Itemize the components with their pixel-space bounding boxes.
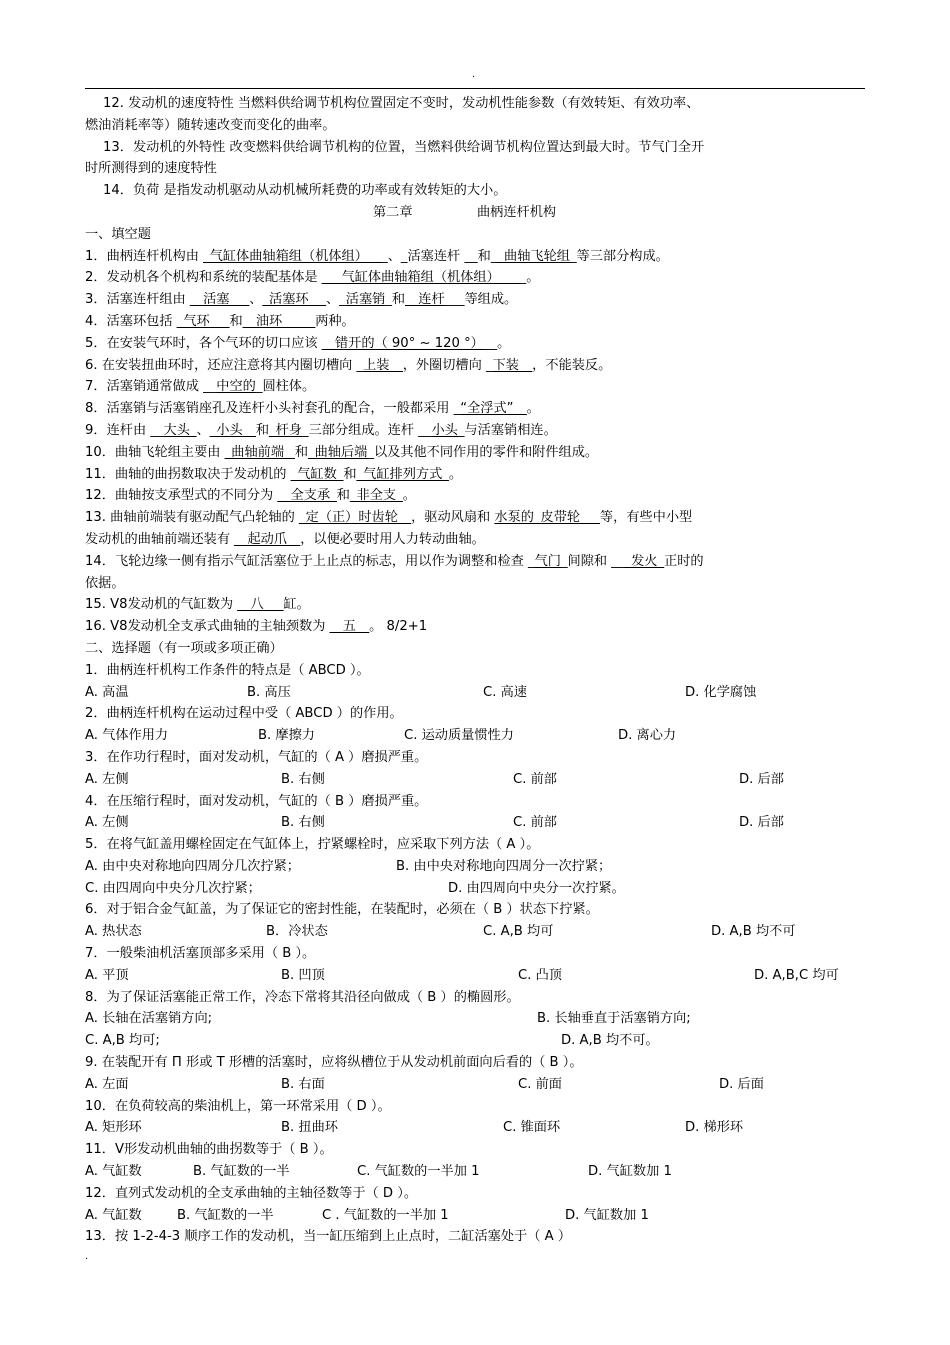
choice-option: B. 凹顶 <box>281 967 325 983</box>
fill-answer: _气缸数_ <box>290 466 344 482</box>
fill-text: _。 <box>519 270 540 286</box>
choice-option: B．冷状态 <box>266 924 328 940</box>
fill-text: 13. 曲轴前端装有驱动配气凸轮轴的 <box>85 510 299 526</box>
choice-option: C. 前部 <box>513 771 557 787</box>
fill-question <box>85 355 875 377</box>
choice-option: B. 右侧 <box>281 771 325 787</box>
fill-question <box>85 267 875 289</box>
fill-answer: 小头 <box>431 422 458 438</box>
choice-options <box>85 682 875 704</box>
choice-option: B. 摩擦力 <box>258 728 315 744</box>
choice-option: D. 气缸数加 1 <box>565 1207 649 1223</box>
fill-text: 。 8/2+1 <box>369 619 428 635</box>
choice-option: C. 由四周向中央分几次拧紧； <box>85 880 261 896</box>
choice-option: D. 后部 <box>739 815 784 831</box>
fill-answer: __活塞___ <box>189 292 250 308</box>
choice-option: A. 平顶 <box>85 967 129 983</box>
choice-question: 11．V形发动机曲轴的曲拐数等于（ B ）。 <box>85 1142 333 1158</box>
fill-text: __。 <box>483 335 511 351</box>
choice-question: 8．为了保证活塞能正常工作，冷态下常将其沿径向做成（ B ）的椭圆形。 <box>85 989 520 1005</box>
fill-text: 等，有些中小型 <box>599 510 693 526</box>
fill-answer: 水泵的_皮带轮___ <box>494 510 600 526</box>
fill-text: 8．活塞销与活塞销座孔及连杆小头衬套孔的配合，一般都采用 _ <box>85 401 461 417</box>
fill-answer: __连杆 <box>405 292 445 308</box>
fill-in-list <box>85 246 875 638</box>
choice-options <box>85 921 875 943</box>
fill-text: 12．曲轴按支承型式的不同分为 <box>85 488 278 504</box>
fill-text: 依据。 <box>85 575 125 591</box>
fill-question <box>85 551 875 573</box>
choice-option: C. 气缸数的一半加 1 <box>357 1164 480 1180</box>
chapter-name: 曲柄连杆机构 <box>477 204 557 220</box>
choice-option: B. 高压 <box>247 684 291 700</box>
choice-option: C. A,B 均可; <box>85 1033 160 1049</box>
choice-options <box>85 965 875 987</box>
fill-section-heading: 一、填空题 <box>85 226 151 242</box>
fill-text: 发动机的曲轴前端还装有 <box>85 531 235 547</box>
choice-option: C. 高速 <box>483 684 527 700</box>
choice-option: A. 热状态 <box>85 924 142 940</box>
choice-option: C . 气缸数的一半加 1 <box>322 1207 449 1223</box>
fill-answer: _气缸排列方式_ <box>356 466 449 482</box>
fill-text: 10．曲轴飞轮组主要由 <box>85 444 225 460</box>
choice-option: D. 化学腐蚀 <box>685 684 757 700</box>
fill-text: 和 <box>343 466 357 482</box>
footer-dot: . <box>85 1251 89 1262</box>
fill-text: 和 <box>294 444 308 460</box>
document-body <box>85 93 875 1248</box>
choice-question: 4．在压缩行程时，面对发动机，气缸的（ B ）磨损严重。 <box>85 793 428 809</box>
fill-answer: “全浮式”__ <box>460 401 527 417</box>
fill-text: 。 <box>448 466 463 482</box>
choice-option: D. 后面 <box>719 1076 764 1092</box>
fill-text: _和 <box>385 292 406 308</box>
choice-option: C. A,B 均可 <box>483 924 554 940</box>
choice-option: A. 左侧 <box>85 771 129 787</box>
choice-question: 3．在作功行程时，面对发动机，气缸的（ A ）磨损严重。 <box>85 749 428 765</box>
fill-text: ，外圈切槽向 _ <box>402 357 493 373</box>
fill-text: 缸。 <box>283 597 310 613</box>
choice-question: 10．在负荷较高的柴油机上，第一环常采用（ D ）。 <box>85 1098 391 1114</box>
fill-answer: _活塞环 __ <box>262 292 326 308</box>
definition-13-cont: 时所测得到的速度特性 <box>85 161 217 177</box>
choice-option: C. 前部 <box>513 815 557 831</box>
fill-question <box>85 529 875 551</box>
choice-option: B. 长轴垂直于活塞销方向; <box>537 1011 691 1027</box>
fill-text: 和 <box>229 313 243 329</box>
fill-question <box>85 333 875 355</box>
fill-text: 、 <box>249 292 263 308</box>
fill-text: _圆柱体。 <box>255 379 316 395</box>
choice-option: C. 锥面环 <box>503 1120 561 1136</box>
choice-option: A. 气体作用力 <box>85 728 169 744</box>
fill-question <box>85 442 875 464</box>
choice-options <box>85 1030 875 1052</box>
choice-options <box>85 812 875 834</box>
fill-answer: 中空的 <box>216 379 256 395</box>
fill-text: 3．活塞连杆组由 <box>85 292 190 308</box>
choice-option: B. 气缸数的一半 <box>193 1164 290 1180</box>
choice-option: C. 凸顶 <box>518 967 562 983</box>
fill-text: 7．活塞销通常做成 __ <box>85 379 217 395</box>
fill-text: 11．曲轴的曲拐数取决于发动机的 <box>85 466 291 482</box>
chapter-title <box>85 202 875 224</box>
fill-question <box>85 420 875 442</box>
fill-text: 。 <box>402 488 416 504</box>
fill-text: ，不能装反。 <box>532 357 612 373</box>
fill-answer: 活塞销 <box>345 292 386 308</box>
choice-option: C. 前面 <box>518 1076 562 1092</box>
fill-text: _、_活塞连杆 __和_ <box>381 248 498 264</box>
fill-answer: ___气缸体曲轴箱组（机体组）___ <box>321 270 520 286</box>
choice-options <box>85 1161 875 1183</box>
fill-question <box>85 289 875 311</box>
fill-answer: _杆身 <box>269 422 302 438</box>
fill-answer: __油环_____ <box>242 313 316 329</box>
choice-option: C. 运动质量惯性力 <box>404 728 514 744</box>
fill-text: 正时的 <box>664 553 704 569</box>
choice-options <box>85 1008 875 1030</box>
header-rule <box>85 88 865 89</box>
fill-text: 两种。 <box>315 313 355 329</box>
choice-option: A. 左面 <box>85 1076 129 1092</box>
choice-option: D. A,B 均不可 <box>711 924 796 940</box>
fill-text: 14．飞轮边缘一侧有指示气缸活塞位于上止点的标志，用以作为调整和检查 _ <box>85 553 535 569</box>
fill-answer: __八___ <box>237 597 284 613</box>
fill-question <box>85 311 875 333</box>
fill-text: 16. V8发动机全支承式曲轴的主轴颈数为 <box>85 619 330 635</box>
choice-list <box>85 660 875 1249</box>
fill-text: 1．曲柄连杆机构由 <box>85 248 204 264</box>
fill-text: 、 <box>196 422 210 438</box>
fill-text: _以及其他不同作用的零件和附件组成。 <box>367 444 599 460</box>
fill-answer: _发火_ <box>624 553 665 569</box>
choice-option: A. 气缸数 <box>85 1207 142 1223</box>
fill-question <box>85 376 875 398</box>
choice-option: A. 由中央对称地向四周分几次拧紧； <box>85 858 300 874</box>
fill-text: _与活塞销相连。 <box>457 422 557 438</box>
choice-options <box>85 769 875 791</box>
fill-answer: _定（正）时齿轮__ <box>298 510 412 526</box>
choice-options <box>85 725 875 747</box>
fill-answer: _曲轴前端 _ <box>224 444 295 460</box>
choice-option: A. 高温 <box>85 684 129 700</box>
fill-question <box>85 246 875 268</box>
choice-option: D. 由四周向中央分一次拧紧。 <box>448 880 625 896</box>
choice-option: B. 右侧 <box>281 815 325 831</box>
fill-question <box>85 507 875 529</box>
fill-text: 4．活塞环包括 <box>85 313 177 329</box>
choice-option: A. 左侧 <box>85 815 129 831</box>
choice-question: 2．曲柄连杆机构在运动过程中受（ ABCD ）的作用。 <box>85 706 403 722</box>
choice-option: D. 气缸数加 1 <box>588 1164 672 1180</box>
fill-answer: 气门 <box>534 553 561 569</box>
fill-answer: _曲轴飞轮组 <box>497 248 570 264</box>
fill-text: ___等组成。 <box>444 292 518 308</box>
choice-option: A. 矩形环 <box>85 1120 142 1136</box>
fill-answer: __错开的（ 90° ~ 120 °） <box>321 335 484 351</box>
fill-text: ，以便必要时用人力转动曲轴。 <box>300 531 485 547</box>
choice-option: D. A,B 均不可。 <box>561 1033 659 1049</box>
chapter-number: 第二章 <box>373 204 413 220</box>
fill-question <box>85 616 875 638</box>
choice-option: B. 扭曲环 <box>281 1120 338 1136</box>
fill-answer: __五__ <box>329 619 370 635</box>
choice-question: 12．直列式发动机的全支承曲轴的主轴径数等于（ D ）。 <box>85 1185 418 1201</box>
choice-option: B. 由中央对称地向四周分一次拧紧； <box>396 858 612 874</box>
choice-question: 5．在将气缸盖用螺栓固定在气缸体上，拧紧螺栓时，应采取下列方法（ A ）。 <box>85 837 540 853</box>
choice-question: 1．曲柄连杆机构工作条件的特点是（ ABCD ）。 <box>85 662 370 678</box>
fill-answer: _气缸体曲轴箱组（机体组）__ <box>203 248 382 264</box>
choice-options <box>85 878 875 900</box>
fill-answer: _曲轴后端 <box>308 444 368 460</box>
fill-text: 15. V8发动机的气缸数为 <box>85 597 238 613</box>
header-dot: . <box>472 69 476 80</box>
fill-text: 和 <box>255 422 270 438</box>
fill-text: 6. 在安装扭曲环时，还应注意将其内圈切槽向 _ <box>85 357 364 373</box>
fill-answer: __起动爪__ <box>234 531 301 547</box>
fill-text: 2．发动机各个机构和系统的装配基体是 <box>85 270 322 286</box>
fill-text: 和 <box>336 488 350 504</box>
fill-answer: _小头__ <box>209 422 256 438</box>
fill-text: 9．连杆由 __ <box>85 422 164 438</box>
choice-question: 6．对于铝合金气缸盖，为了保证它的密封性能，在装配时，必须在（ B ）状态下拧紧。 <box>85 902 599 918</box>
choice-options <box>85 856 875 878</box>
fill-question <box>85 398 875 420</box>
definition-14: 14．负荷 是指发动机驱动从动机械所耗费的功率或有效转矩的大小。 <box>103 183 507 199</box>
fill-text: ，驱动风扇和 <box>411 510 495 526</box>
choice-options <box>85 1117 875 1139</box>
definition-12-cont: 燃油消耗率等）随转速改变而变化的曲率。 <box>85 117 336 133</box>
fill-text: 、_ <box>325 292 346 308</box>
choice-options <box>85 1074 875 1096</box>
fill-text: _等三部分构成。 <box>569 248 669 264</box>
fill-text: _间隙和 __ <box>560 553 625 569</box>
fill-text: _三部分组成。连杆 __ <box>302 422 432 438</box>
fill-answer: 下装__ <box>492 357 533 373</box>
choice-option: D. 梯形环 <box>685 1120 744 1136</box>
choice-question: 13．按 1-2-4-3 顺序工作的发动机，当一缸压缩到上止点时，二缸活塞处于（ A ） <box>85 1229 572 1245</box>
choice-question: 9. 在装配开有 Π 形或 T 形槽的活塞时，应将纵槽位于从发动机前面向后看的（ B ）。 <box>85 1055 583 1071</box>
definition-13: 13．发动机的外特性 改变燃料供给调节机构的位置，当燃料供给调节机构位置达到最大时。节气门全开 <box>103 139 705 155</box>
choice-question: 7．一般柴油机活塞顶部多采用（ B ）。 <box>85 946 316 962</box>
fill-answer: _气环___ <box>176 313 230 329</box>
fill-text: 。 <box>526 401 540 417</box>
choice-option: D. 离心力 <box>618 728 677 744</box>
choice-section-heading: 二、选择题（有一项或多项正确） <box>85 640 283 656</box>
choice-option: B. 右面 <box>281 1076 325 1092</box>
fill-answer: __全支承_ <box>277 488 337 504</box>
choice-option: D. A,B,C 均可 <box>754 967 839 983</box>
fill-question <box>85 573 875 595</box>
fill-answer: 上装__ <box>363 357 403 373</box>
choice-option: A. 长轴在活塞销方向; <box>85 1011 213 1027</box>
choice-option: B. 气缸数的一半 <box>177 1207 274 1223</box>
definition-12: 12. 发动机的速度特性 当燃料供给调节机构位置固定不变时，发动机性能参数（有效转矩、有效功率、 <box>103 96 700 111</box>
fill-answer: _非全支_ <box>349 488 403 504</box>
fill-question <box>85 485 875 507</box>
fill-answer: 大头_ <box>163 422 197 438</box>
fill-text: 5．在安装气环时，各个气环的切口应该 <box>85 335 322 351</box>
choice-option: D. 后部 <box>739 771 784 787</box>
fill-question <box>85 594 875 616</box>
choice-option: A. 气缸数 <box>85 1164 142 1180</box>
choice-options <box>85 1205 875 1227</box>
fill-question <box>85 464 875 486</box>
